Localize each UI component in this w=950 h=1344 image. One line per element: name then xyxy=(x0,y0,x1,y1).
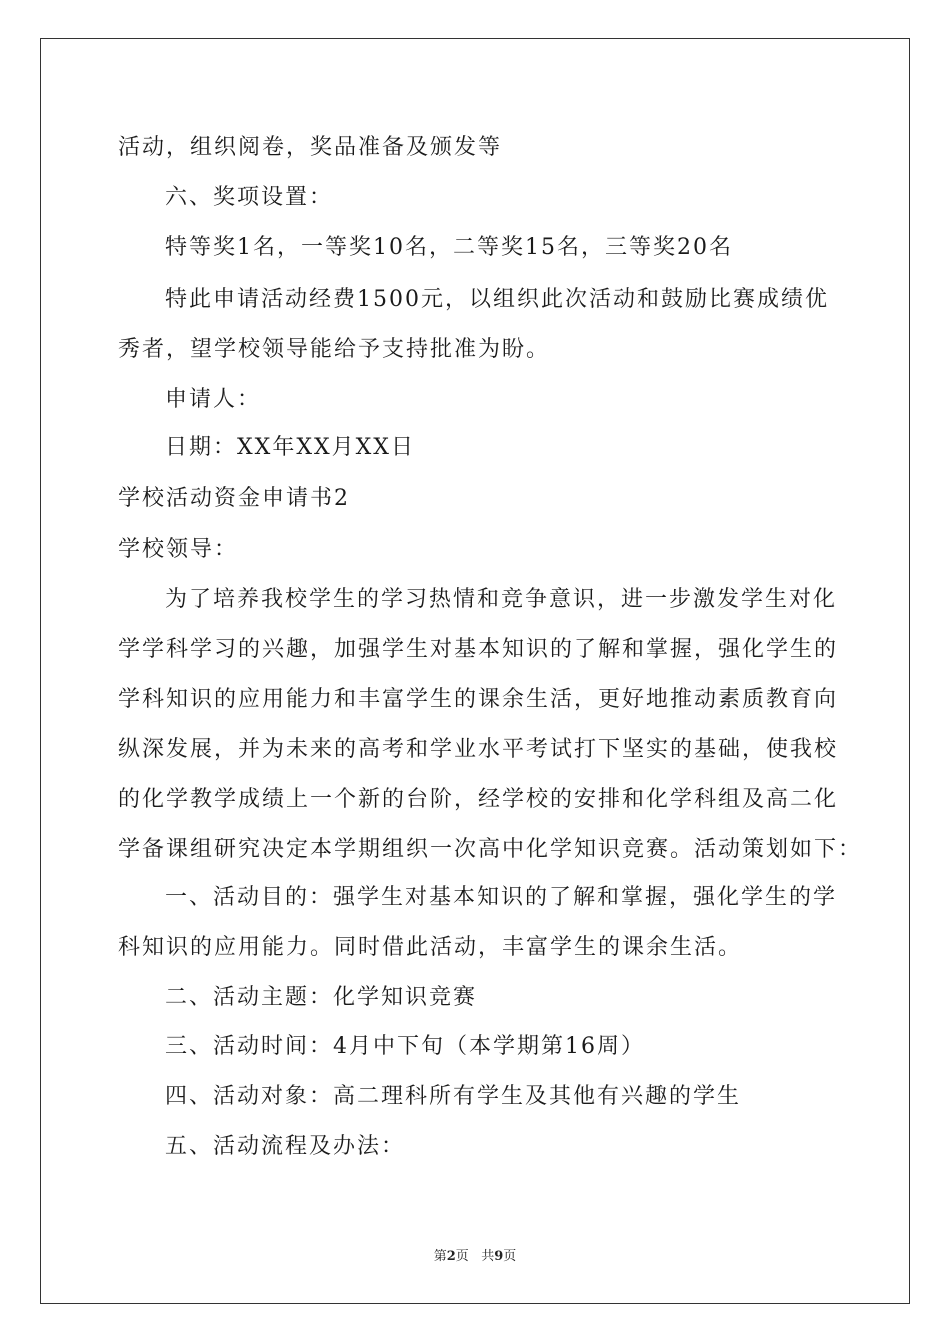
paragraph-line: 二、活动主题：化学知识竞赛 xyxy=(165,985,478,1010)
footer-suffix: 页 xyxy=(503,1249,517,1264)
date-line: 日期：XX年XX月XX日 xyxy=(165,435,415,460)
footer-prefix: 第 xyxy=(433,1249,447,1264)
paragraph-line: 为了培养我校学生的学习热情和竞争意识，进一步激发学生对化 xyxy=(165,587,838,612)
salutation: 学校领导： xyxy=(118,537,239,562)
current-page-number: 2 xyxy=(446,1249,456,1264)
page-footer xyxy=(0,1245,950,1264)
paragraph-line: 学学科学习的兴趣，加强学生对基本知识的了解和掌握，强化学生的 xyxy=(118,637,839,662)
total-page-count: 9 xyxy=(494,1249,504,1264)
document-title: 学校活动资金申请书2 xyxy=(118,486,350,511)
paragraph-line: 学科知识的应用能力和丰富学生的课余生活，更好地推动素质教育向 xyxy=(118,687,839,712)
page-border xyxy=(40,38,910,1304)
paragraph-line: 学备课组研究决定本学期组织一次高中化学知识竞赛。活动策划如下： xyxy=(118,837,863,862)
paragraph-line: 三、活动时间：4月中下旬（本学期第16周） xyxy=(165,1034,645,1059)
paragraph-line: 纵深发展，并为未来的高考和学业水平考试打下坚实的基础，使我校 xyxy=(118,737,839,762)
paragraph-line: 活动，组织阅卷，奖品准备及颁发等 xyxy=(118,135,503,160)
paragraph-line: 一、活动目的：强学生对基本知识的了解和掌握，强化学生的学 xyxy=(165,885,838,910)
paragraph-line: 四、活动对象：高二理科所有学生及其他有兴趣的学生 xyxy=(165,1084,742,1109)
paragraph-line: 五、活动流程及办法： xyxy=(165,1134,406,1159)
paragraph-line: 的化学教学成绩上一个新的台阶，经学校的安排和化学科组及高二化 xyxy=(118,787,839,812)
paragraph-line: 秀者，望学校领导能给予支持批准为盼。 xyxy=(118,337,551,362)
paragraph-line: 科知识的应用能力。同时借此活动，丰富学生的课余生活。 xyxy=(118,935,743,960)
paragraph-line: 特等奖1名，一等奖10名，二等奖15名，三等奖20名 xyxy=(165,235,733,260)
applicant-label: 申请人： xyxy=(165,387,262,412)
paragraph-line: 特此申请活动经费1500元，以组织此次活动和鼓励比赛成绩优 xyxy=(165,287,829,312)
footer-middle: 页 共 xyxy=(455,1249,495,1264)
section-heading-awards: 六、奖项设置： xyxy=(165,185,334,210)
